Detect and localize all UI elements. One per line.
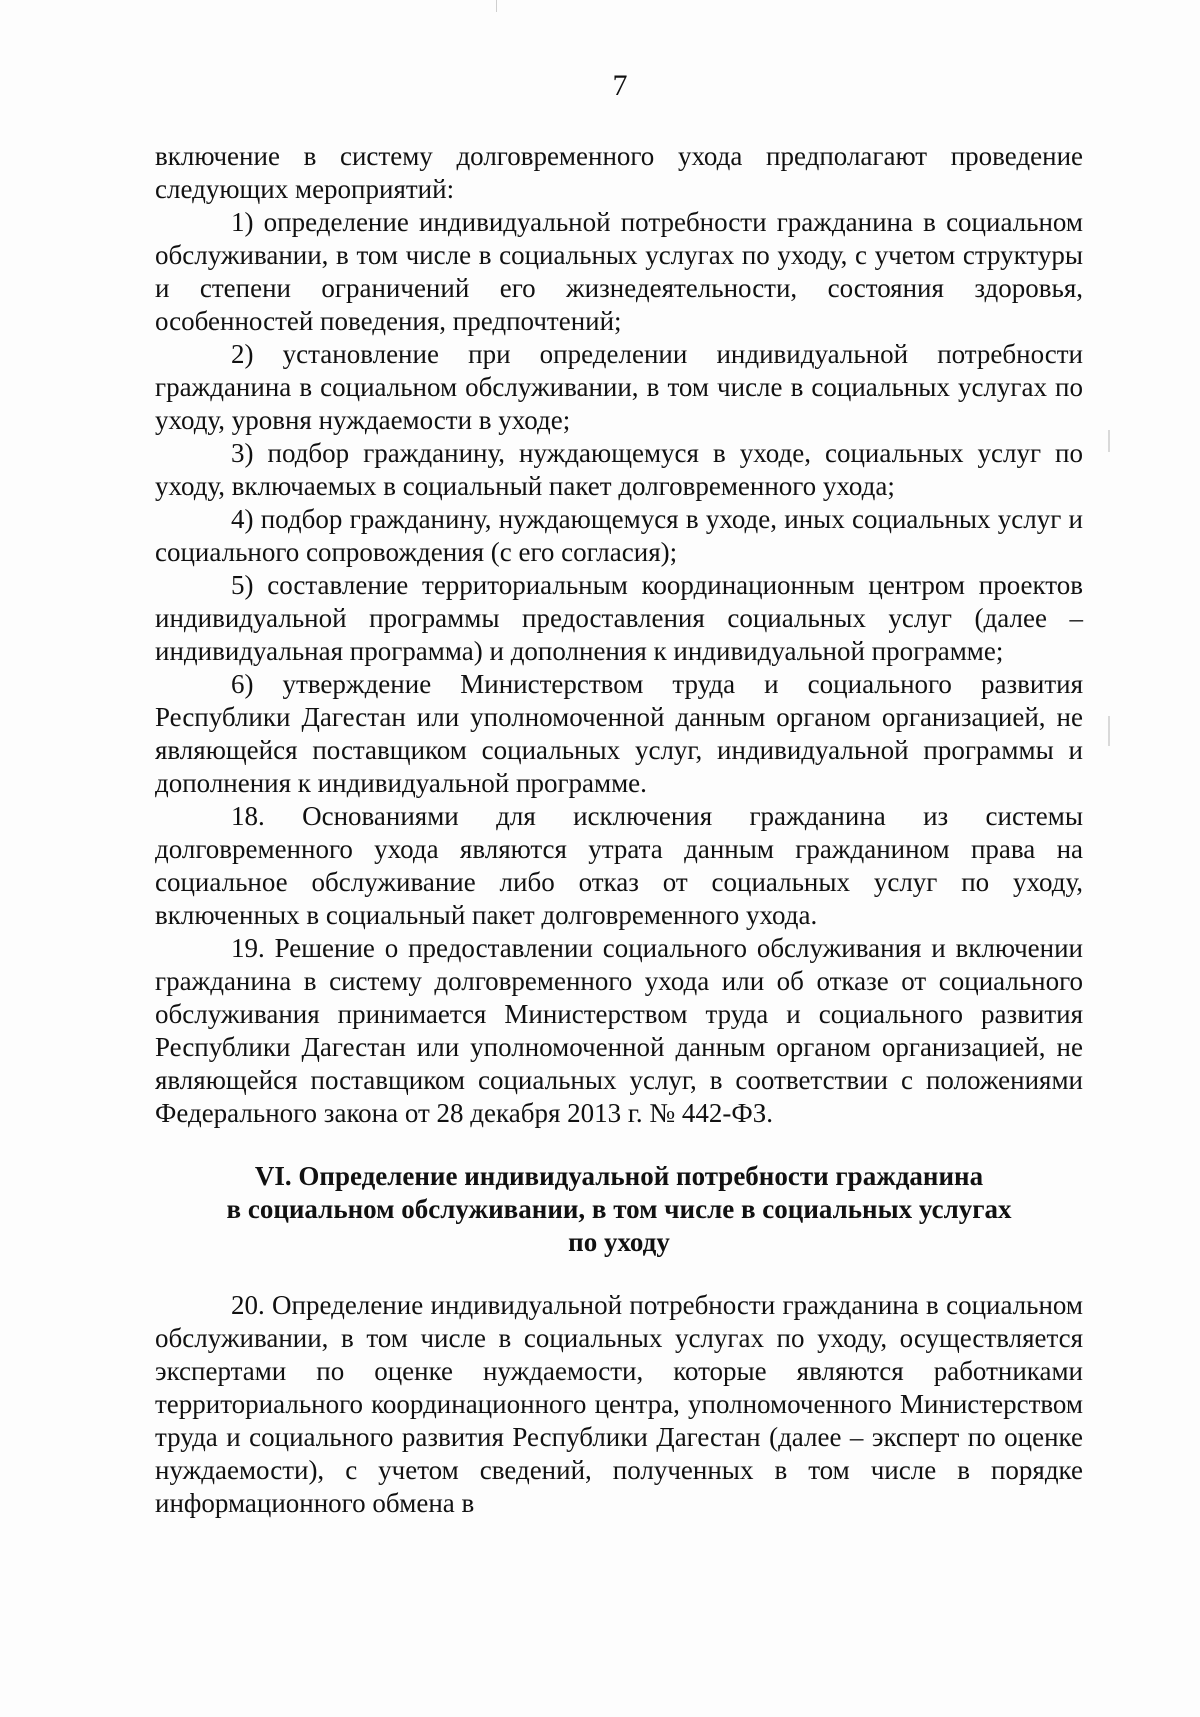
paragraph-item-4: 4) подбор гражданину, нуждающемуся в уходе, иных социальных услуг и социального сопровождения (с его согласия);	[155, 504, 1083, 567]
page-number: 7	[612, 69, 628, 102]
paragraph-20: 20. Определение индивидуальной потребности гражданина в социальном обслуживании, в том числе в социальных услугах по уходу, осуществляется экспертами по оценке нуждаемости, которые являются работниками территориального координационного центра, уполномоченного Министерством труда и социального развития Республики Дагестан (далее – эксперт по оценке нуждаемости), с учетом сведений, полученных в том числе в порядке информационного обмена в	[155, 1290, 1083, 1518]
section-heading	[155, 1160, 1083, 1259]
paragraph-item-1: 1) определение индивидуальной потребности гражданина в социальном обслуживании, в том числе в социальных услугах по уходу, с учетом структуры и степени ограничений его жизнедеятельности, состояния здоровья, особенностей поведения, предпочтений;	[155, 207, 1083, 336]
section-heading-line: VI. Определение индивидуальной потребности гражданина	[254, 1161, 984, 1191]
paragraph-19: 19. Решение о предоставлении социального обслуживания и включении гражданина в систему долговременного ухода или об отказе от социального обслуживания принимается Министерством труда и социального развития Республики Дагестан или уполномоченной данным органом организацией, не являющейся поставщиком социальных услуг, в соответствии с положениями Федерального закона от 28 декабря 2013 г. № 442-ФЗ.	[155, 933, 1083, 1128]
paragraph-18: 18. Основаниями для исключения гражданина из системы долговременного ухода являются утрата данным гражданином права на социальное обслуживание либо отказ от социальных услуг по уходу, включенных в социальный пакет долговременного ухода.	[155, 801, 1083, 930]
paragraph-item-2: 2) установление при определении индивидуальной потребности гражданина в социальном обслуживании, в том числе в социальных услугах по уходу, уровня нуждаемости в уходе;	[155, 339, 1083, 435]
paragraph-item-5: 5) составление территориальным координационным центром проектов индивидуальной программы предоставления социальных услуг (далее – индивидуальная программа) и дополнения к индивидуальной программе;	[155, 570, 1083, 666]
paragraph-item-6: 6) утверждение Министерством труда и социального развития Республики Дагестан или уполномоченной данным органом организацией, не являющейся поставщиком социальных услуг, индивидуальной программы и дополнения к индивидуальной программе.	[155, 669, 1083, 798]
section-heading-line: по уходу	[568, 1227, 670, 1257]
scan-mark	[1108, 716, 1110, 746]
paragraph-intro: включение в систему долговременного ухода предполагают проведение следующих мероприятий:	[155, 141, 1083, 204]
scan-mark	[496, 0, 497, 12]
section-heading-line: в социальном обслуживании, в том числе в социальных услугах	[226, 1194, 1012, 1224]
document-body	[155, 140, 1083, 1520]
scan-mark	[1108, 430, 1110, 452]
paragraph-item-3: 3) подбор гражданину, нуждающемуся в уходе, социальных услуг по уходу, включаемых в социальный пакет долговременного ухода;	[155, 438, 1083, 501]
